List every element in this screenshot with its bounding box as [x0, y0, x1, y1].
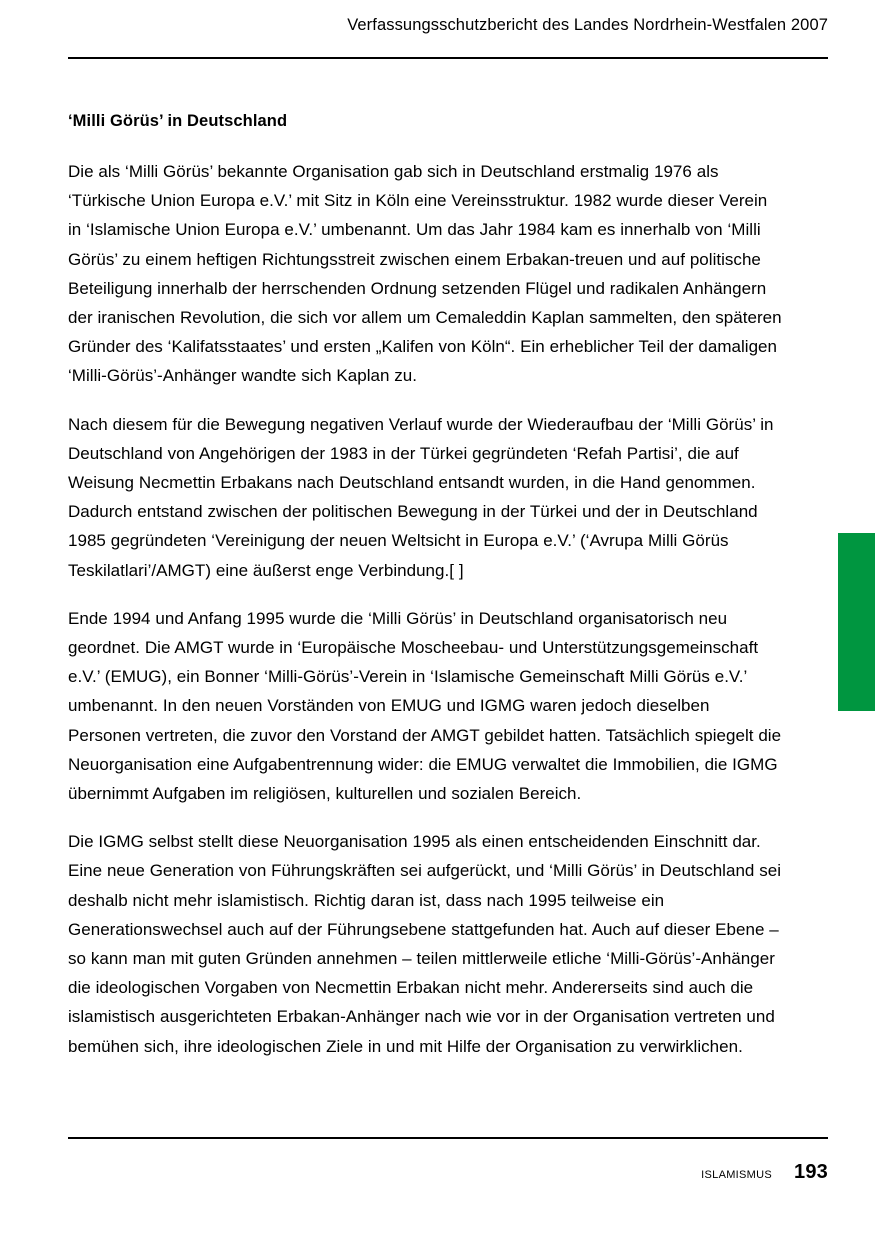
footer-chapter-label: islamismus	[701, 1165, 773, 1182]
body-paragraph: Die IGMG selbst stellt diese Neuorganisation 1995 als einen entscheidenden Einschnitt dar. Eine neue Generation von Führungskräften sei aufgerückt, und ‘Milli Görüs’ in Deutschland sei deshalb nicht mehr islamistisch. Richtig daran ist, dass nach 1995 teilweise ein Generationswechsel auch auf der Führungsebene stattgefunden hat. Auch auf dieser Ebene – so kann man mit guten Gründen annehmen – teilen mittlerweile etliche ‘Milli-Görüs’-Anhänger die ideologischen Vorgaben von Necmettin Erbakan nicht mehr. Andererseits sind auch die islamistisch ausgerichteten Erbakan-Anhänger nach wie vor in der Organisation vertreten und bemühen sich, ihre ideologischen Ziele in und mit Hilfe der Organisation zu verwirklichen.	[68, 832, 782, 1056]
body-paragraph: Nach diesem für die Bewegung negativen Verlauf wurde der Wiederaufbau der ‘Milli Görüs’ in Deutschland von Angehörigen der 1983 in der Türkei gegründeten ‘Refah Partisi’, die auf Weisung Necmettin Erbakans nach Deutschland entsandt wurden, in die Hand genommen. Dadurch entstand zwischen der politischen Bewegung in der Türkei und der in Deutschland 1985 gegründeten ‘Vereinigung der neuen Weltsicht in Europa e.V.’ (‘Avrupa Milli Görüs Teskilatlari’/AMGT) eine äußerst enge Verbindung.[ ]	[68, 414, 774, 580]
running-header: Verfassungsschutzbericht des Landes Nordrhein-Westfalen 2007	[347, 16, 828, 34]
chapter-thumb-index-tab	[838, 533, 875, 711]
text-column	[68, 110, 784, 1061]
page-number: 193	[794, 1161, 828, 1183]
body-paragraph: Die als ‘Milli Görüs’ bekannte Organisation gab sich in Deutschland erstmalig 1976 als ‘Türkische Union Europa e.V.’ mit Sitz in Köln eine Vereinsstruktur. 1982 wurde dieser Verein in ‘Islamische Union Europa e.V.’ umbenannt. Um das Jahr 1984 kam es innerhalb von ‘Milli Görüs’ zu einem heftigen Richtungsstreit zwischen einem Erbakan-treuen und auf politische Beteiligung innerhalb der herrschenden Ordnung setzenden Flügel und radikalen Anhängern der iranischen Revolution, die sich vor allem um Cemaleddin Kaplan sammelten, den späteren Gründer des ‘Kalifatsstaates’ und ersten „Kalifen von Köln“. Ein erheblicher Teil der damaligen ‘Milli-Görüs’-Anhänger wandte sich Kaplan zu.	[68, 162, 782, 386]
page-footer	[68, 1160, 828, 1186]
body-paragraph: Ende 1994 und Anfang 1995 wurde die ‘Milli Görüs’ in Deutschland organisatorisch neu geordnet. Die AMGT wurde in ‘Europäische Moscheebau- und Unterstützungsgemeinschaft e.V.’ (EMUG), ein Bonner ‘Milli-Görüs’-Verein in ‘Islamische Gemeinschaft Milli Görüs e.V.’ umbenannt. In den neuen Vorständen von EMUG und IGMG waren jedoch dieselben Personen vertreten, die zuvor den Vorstand der AMGT gebildet hatten. Tatsächlich spiegelt die Neuorganisation eine Aufgabentrennung wider: die EMUG verwaltet die Immobilien, die IGMG übernimmt Aufgaben im religiösen, kulturellen und sozialen Bereich.	[68, 608, 782, 804]
footer-rule	[68, 1137, 828, 1139]
header-rule	[68, 57, 828, 59]
section-heading: ‘Milli Görüs’ in Deutschland	[68, 112, 288, 130]
